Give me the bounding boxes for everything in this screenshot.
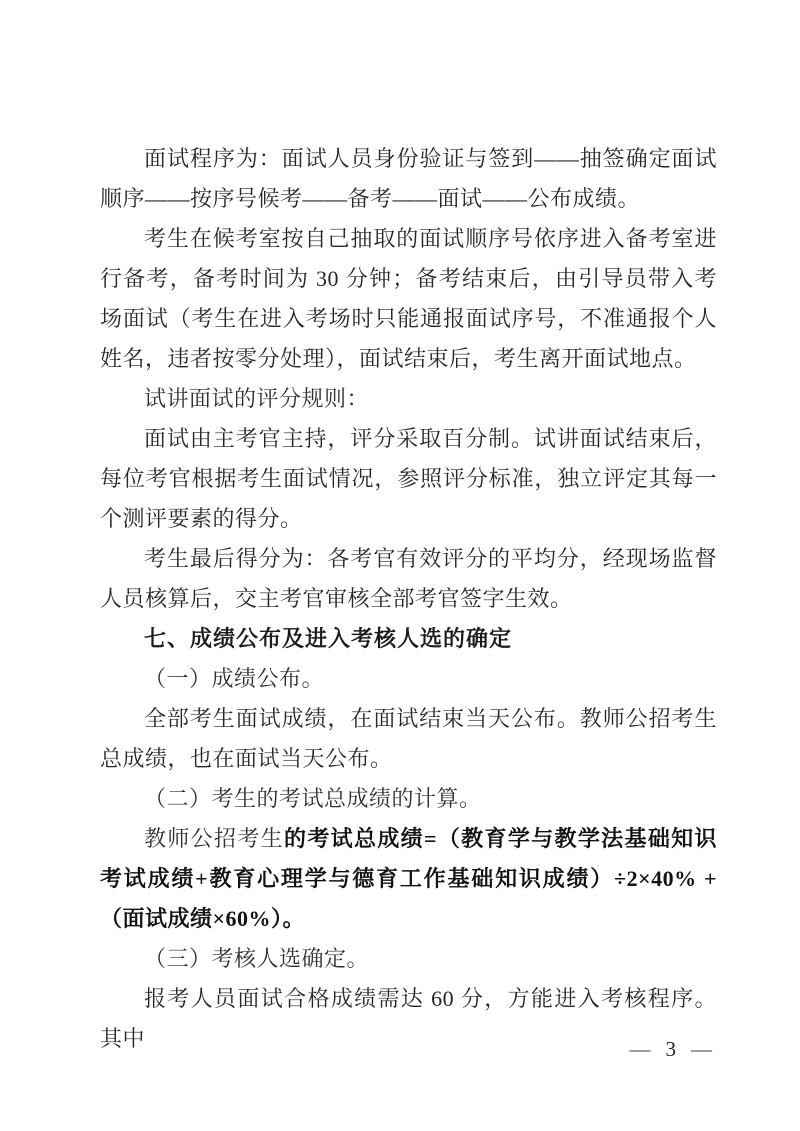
paragraph-4: 考生最后得分为：各考官有效评分的平均分，经现场监督人员核算后，交主考官审核全部考官签字生效。 xyxy=(100,546,717,611)
section-heading: 七、成绩公布及进入考核人选的确定 xyxy=(144,626,513,651)
page-footer xyxy=(630,1036,713,1062)
paragraph-6: （一）成绩公布。 xyxy=(144,666,325,691)
paragraph-1: 考生在候考室按自己抽取的面试顺序号依序进入备考室进行备考，备考时间为 30 分钟；备考结束后，由引导员带入考场面试（考生在进入考场时只能通报面试序号，不准通报个人姓名，违者按零分处理），面试结束后，考生离开面试地点。 xyxy=(100,226,717,371)
document-body xyxy=(100,139,717,1059)
paragraph-2: 试讲面试的评分规则： xyxy=(144,386,370,411)
paragraph-0: 面试程序为：面试人员身份验证与签到——抽签确定面试顺序——按序号候考——备考——面试——公布成绩。 xyxy=(100,146,717,211)
paragraph-3: 面试由主考官主持，评分采取百分制。试讲面试结束后，每位考官根据考生面试情况，参照评分标准，独立评定其每一个测评要素的得分。 xyxy=(100,426,717,531)
page-number-dash-right: — xyxy=(691,1037,712,1061)
text-run-kaiti-lead: 教师公招考生 xyxy=(144,826,284,851)
paragraph-7: 全部考生面试成绩，在面试结束当天公布。教师公招考生总成绩，也在面试当天公布。 xyxy=(100,706,717,771)
paragraph-10: （三）考核人选确定。 xyxy=(144,946,370,971)
page-number-dash-left: — xyxy=(629,1037,651,1061)
paragraph-11: 报考人员面试合格成绩需达 60 分，方能进入考核程序。其中 xyxy=(100,986,717,1051)
paragraph-8: （二）考生的考试总成绩的计算。 xyxy=(144,786,482,811)
paragraph-9 xyxy=(100,819,717,939)
text-run-bold: 的考试总成绩=（教育学与教学法基础知识考试成绩+教育心理学与德育工作基础知识成绩）÷2×40% +（面试成绩×60%）。 xyxy=(100,826,717,931)
page-number: 3 xyxy=(665,1037,676,1061)
